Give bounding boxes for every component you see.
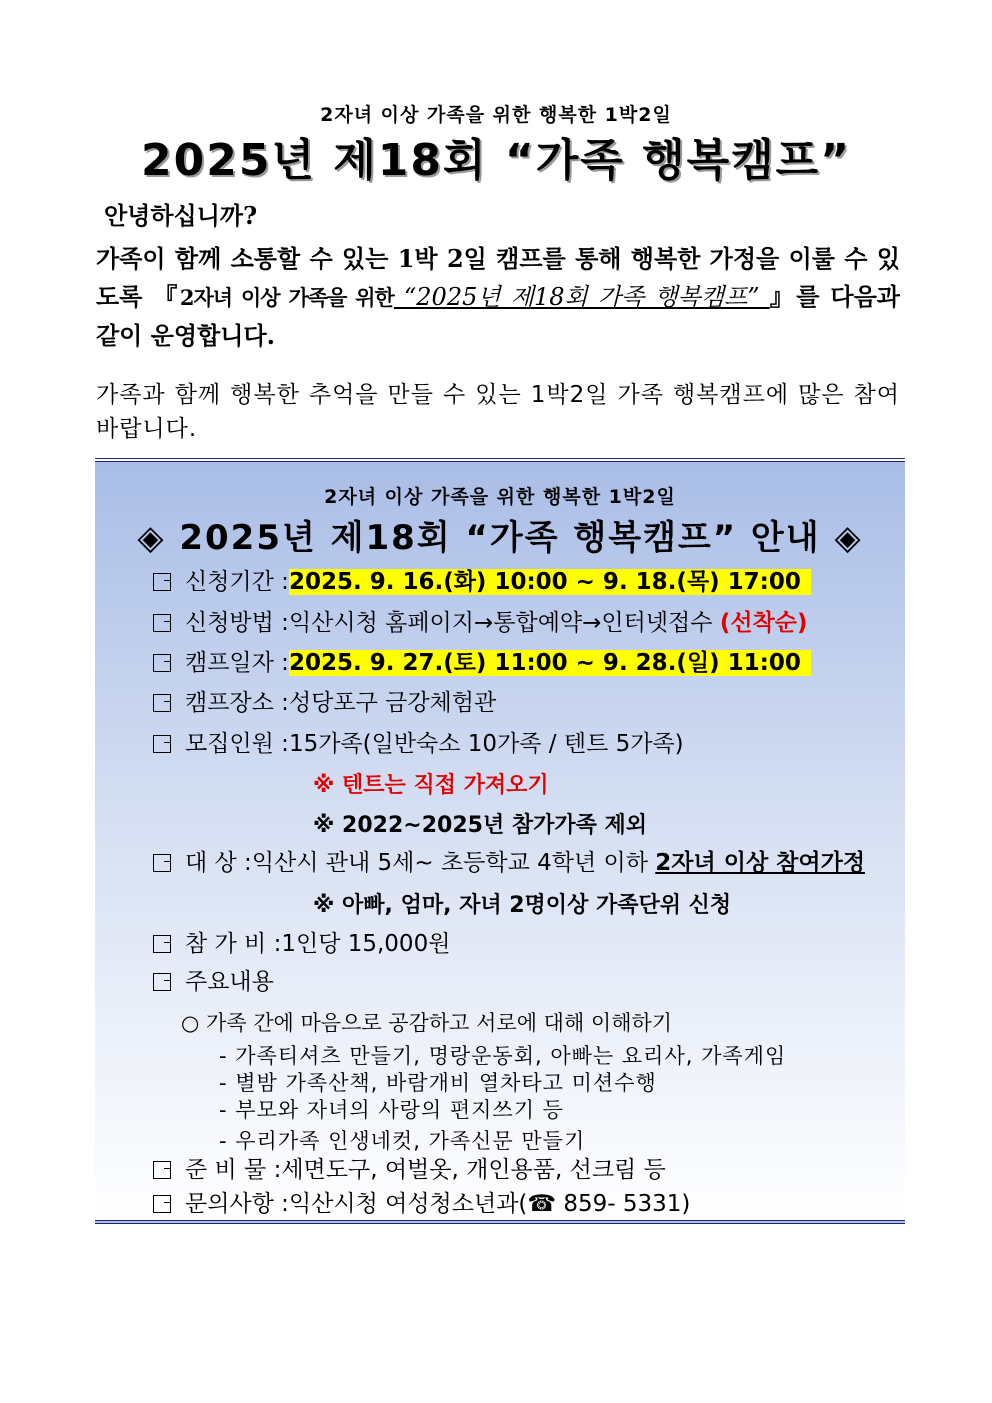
content-item: - 별밤 가족산책, 바람개비 열차타고 미션수행: [219, 1071, 657, 1095]
invite-paragraph: 가족과 함께 행복한 추억을 만들 수 있는 1박2일 가족 행복캠프에 많은 참여 바랍니다.: [96, 382, 900, 442]
contact-value: 익산시청 여성청소년과(☎ 859- 5331): [288, 1191, 691, 1217]
row-method: [153, 607, 808, 639]
date-label: 캠프일자 :: [185, 650, 289, 676]
row-date: [153, 647, 811, 679]
fee-value: 1인당 15,000원: [281, 931, 451, 957]
row-place: [153, 687, 496, 719]
checkbox-icon: [153, 735, 171, 753]
contact-label: 문의사항 :: [185, 1191, 289, 1217]
row-period: [153, 566, 811, 598]
period-value: 2025. 9. 16.(화) 10:00 ~ 9. 18.(목) 17:00: [289, 569, 811, 595]
intro-part2: 2자녀 이상 가족을 위한: [179, 285, 394, 310]
content-item: - 가족티셔츠 만들기, 명랑운동회, 아빠는 요리사, 가족게임: [219, 1044, 787, 1068]
info-box: [95, 458, 905, 1224]
row-contact: [153, 1188, 690, 1220]
header-subtitle: 2자녀 이상 가족을 위한 행복한 1박2일: [320, 104, 672, 126]
checkbox-icon: [153, 973, 171, 991]
recruit-value: 15가족(일반숙소 10가족 / 텐트 5가족): [288, 731, 684, 757]
box-title: ◈ 2025년 제18회 “가족 행복캠프” 안내 ◈: [137, 518, 863, 558]
place-value: 성당포구 금강체험관: [288, 690, 497, 716]
page-title: 2025년 제18회 “가족 행복캠프”: [140, 135, 852, 186]
place-label: 캠프장소 :: [185, 690, 289, 716]
target-underline: 2자녀 이상 참여가정: [655, 850, 866, 876]
fee-label: 참 가 비 :: [185, 931, 282, 957]
method-value: 익산시청 홈페이지→통합예약→인터넷접수: [288, 610, 720, 636]
intro-camp-name: “2025년 제18회 가족 행복캠프”: [393, 283, 770, 311]
target-label: 대 상 :: [185, 850, 252, 876]
prep-label: 준 비 물 :: [185, 1157, 282, 1183]
intro-part4: 』를 다음과 같이 운영합니다.: [96, 282, 900, 350]
method-note: (선착순): [719, 610, 808, 636]
row-content: [153, 966, 274, 998]
checkbox-icon: [153, 573, 171, 591]
content-item: - 우리가족 인생네컷, 가족신문 만들기: [219, 1129, 586, 1153]
content-main: ○ 가족 간에 마음으로 공감하고 서로에 대해 이해하기: [181, 1011, 673, 1035]
checkbox-icon: [153, 1161, 171, 1179]
period-label: 신청기간 :: [185, 569, 289, 595]
checkbox-icon: [153, 614, 171, 632]
row-target: [153, 847, 865, 879]
intro-paragraph: [96, 240, 900, 355]
checkbox-icon: [153, 1195, 171, 1213]
note-exclude: ※ 2022~2025년 참가가족 제외: [313, 813, 648, 838]
greeting: 안녕하십니까?: [104, 201, 258, 230]
intro-part1: 가족이 함께 소통할 수 있는 1박 2일 캠프를 통해 행복한 가정을 이룰 수 있도록 『: [96, 244, 900, 311]
prep-value: 세면도구, 여벌옷, 개인용품, 선크림 등: [281, 1157, 666, 1183]
row-recruit: [153, 728, 684, 760]
checkbox-icon: [153, 694, 171, 712]
recruit-label: 모집인원 :: [185, 731, 289, 757]
content-label: 주요내용: [185, 969, 274, 995]
note-tent: ※ 텐트는 직접 가져오기: [313, 773, 549, 798]
checkbox-icon: [153, 935, 171, 953]
method-label: 신청방법 :: [185, 610, 289, 636]
content-item: - 부모와 자녀의 사랑의 편지쓰기 등: [219, 1098, 564, 1122]
date-value: 2025. 9. 27.(토) 11:00 ~ 9. 28.(일) 11:00: [289, 650, 811, 676]
target-value: 익산시 관내 5세~ 초등학교 4학년 이하: [251, 850, 656, 876]
box-subtitle: 2자녀 이상 가족을 위한 행복한 1박2일: [324, 486, 676, 508]
row-fee: [153, 928, 450, 960]
checkbox-icon: [153, 854, 171, 872]
checkbox-icon: [153, 654, 171, 672]
note-target: ※ 아빠, 엄마, 자녀 2명이상 가족단위 신청: [313, 893, 732, 918]
row-prep: [153, 1154, 666, 1186]
